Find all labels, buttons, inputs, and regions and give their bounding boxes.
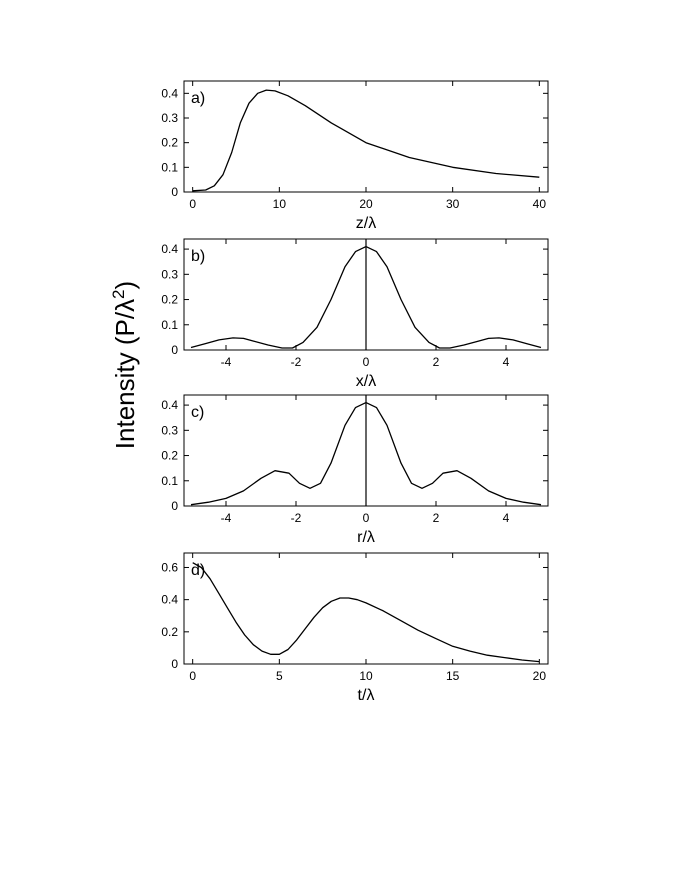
data-point	[409, 157, 410, 158]
data-point	[365, 142, 366, 143]
data-point	[344, 266, 345, 267]
data-point	[274, 470, 275, 471]
x-axis-title: t/λ	[357, 687, 375, 704]
data-point	[232, 337, 233, 338]
y-tick-label: 0	[171, 343, 178, 357]
data-point	[400, 620, 401, 621]
data-point	[470, 478, 471, 479]
data-point	[281, 347, 282, 348]
data-point	[417, 630, 418, 631]
data-point	[383, 610, 384, 611]
data-point	[376, 407, 377, 408]
x-tick-label: -2	[290, 355, 302, 369]
data-point	[266, 90, 267, 91]
data-point	[330, 299, 331, 300]
data-point	[365, 246, 366, 247]
x-tick-label: 0	[189, 669, 197, 683]
data-point	[218, 593, 219, 594]
data-point	[190, 347, 191, 348]
data-point	[204, 343, 205, 344]
x-tick-label: -4	[220, 355, 232, 369]
data-point	[218, 339, 219, 340]
data-point	[320, 483, 321, 484]
y-axis-label: Intensity $(P/\lambda^2)$	[109, 280, 140, 450]
data-point	[432, 483, 433, 484]
data-point	[257, 93, 258, 94]
data-point	[316, 327, 317, 328]
data-point	[305, 628, 306, 629]
data-point	[512, 339, 513, 340]
y-tick-label: 0.3	[161, 267, 178, 282]
data-point	[521, 659, 522, 660]
data-point	[274, 90, 275, 91]
y-tick-label: 0.3	[161, 423, 178, 438]
data-point	[435, 638, 436, 639]
data-point	[344, 425, 345, 426]
x-tick-label: 0	[362, 511, 370, 525]
x-tick-label: 20	[359, 197, 373, 211]
x-tick-label: 2	[432, 511, 440, 525]
y-tick-label: 0	[171, 657, 178, 671]
data-point	[477, 341, 478, 342]
data-point	[365, 602, 366, 603]
data-point	[248, 103, 249, 104]
data-point	[504, 657, 505, 658]
data-point	[205, 189, 206, 190]
data-point	[456, 470, 457, 471]
data-point	[357, 599, 358, 600]
data-point	[240, 122, 241, 123]
data-point	[253, 644, 254, 645]
data-point	[243, 338, 244, 339]
data-point	[296, 639, 297, 640]
data-point	[442, 473, 443, 474]
data-point	[439, 347, 440, 348]
x-tick-label: 5	[275, 669, 283, 683]
data-point	[192, 190, 193, 191]
y-tick-label: 0.2	[161, 292, 178, 307]
y-tick-label: 0.2	[161, 135, 178, 150]
x-tick-label: 10	[359, 669, 373, 683]
data-point	[495, 173, 496, 174]
x-axis-title: r/λ	[357, 529, 375, 546]
data-point	[270, 654, 271, 655]
data-point	[292, 347, 293, 348]
y-tick-label: 0.4	[161, 592, 178, 607]
data-point	[305, 105, 306, 106]
data-point	[498, 337, 499, 338]
data-point	[488, 338, 489, 339]
data-point	[449, 347, 450, 348]
panel-label: b)	[191, 248, 206, 265]
data-point	[386, 266, 387, 267]
y-tick-label: 0.4	[161, 242, 178, 257]
data-point	[463, 344, 464, 345]
data-point	[225, 498, 226, 499]
data-point	[386, 425, 387, 426]
data-point	[231, 152, 232, 153]
data-point	[313, 617, 314, 618]
plot-frame	[184, 553, 548, 664]
x-tick-label: 2	[432, 355, 440, 369]
x-axis-title: z/λ	[355, 215, 377, 232]
chart-panel-d	[161, 553, 548, 704]
data-point	[505, 498, 506, 499]
data-point	[428, 342, 429, 343]
x-tick-label: 15	[445, 669, 460, 683]
data-point	[487, 655, 488, 656]
x-tick-label: 0	[189, 197, 197, 211]
data-point	[243, 490, 244, 491]
data-point	[222, 174, 223, 175]
x-tick-label: 30	[445, 197, 460, 211]
data-point	[331, 122, 332, 123]
data-point	[287, 649, 288, 650]
data-point	[539, 177, 540, 178]
y-tick-label: 0.3	[161, 111, 178, 125]
data-point	[452, 646, 453, 647]
data-point	[348, 597, 349, 598]
chart-panel-c	[161, 395, 548, 546]
data-point	[309, 488, 310, 489]
x-tick-label: 4	[502, 355, 510, 369]
data-point	[214, 185, 215, 186]
data-point	[414, 327, 415, 328]
data-point	[376, 251, 377, 252]
data-point	[355, 407, 356, 408]
data-point	[526, 343, 527, 344]
x-axis-title: x/λ	[355, 373, 377, 390]
data-point	[540, 504, 541, 505]
data-point	[253, 341, 254, 342]
data-point	[400, 299, 401, 300]
data-point	[539, 661, 540, 662]
data-point	[288, 473, 289, 474]
y-tick-label: 0.1	[161, 317, 178, 332]
data-point	[302, 342, 303, 343]
panel-label: d)	[191, 562, 206, 579]
data-point	[299, 483, 300, 484]
data-point	[322, 607, 323, 608]
x-tick-label: 10	[272, 197, 287, 211]
data-point	[208, 502, 209, 503]
chart-panel-a	[161, 81, 548, 232]
data-point	[235, 622, 236, 623]
data-point	[400, 463, 401, 464]
x-tick-label: 40	[532, 197, 547, 211]
y-tick-label: 0.2	[161, 624, 178, 639]
data-point	[244, 634, 245, 635]
data-point	[488, 490, 489, 491]
data-point	[355, 251, 356, 252]
data-point	[330, 463, 331, 464]
panel-label: a)	[191, 90, 206, 107]
intensity-curve-d	[193, 563, 540, 662]
data-point	[540, 347, 541, 348]
data-point	[227, 607, 228, 608]
data-point	[365, 402, 366, 403]
y-tick-label: 0.6	[161, 560, 178, 575]
data-point	[287, 95, 288, 96]
y-tick-label: 0.2	[161, 448, 178, 463]
chart-panel-b	[161, 239, 548, 390]
y-tick-label: 0	[171, 499, 178, 513]
data-point	[279, 654, 280, 655]
x-tick-label: 4	[502, 511, 510, 525]
y-tick-label: 0.1	[161, 160, 178, 175]
y-tick-label: 0.4	[161, 86, 178, 101]
x-tick-label: 20	[532, 669, 547, 683]
plot-frame	[184, 81, 548, 192]
data-point	[209, 578, 210, 579]
y-tick-label: 0	[171, 185, 178, 199]
data-point	[261, 651, 262, 652]
intensity-curve-a	[193, 90, 540, 191]
x-tick-label: -2	[290, 511, 302, 525]
data-point	[190, 504, 191, 505]
data-point	[469, 651, 470, 652]
y-tick-label: 0.1	[161, 473, 178, 488]
data-point	[411, 483, 412, 484]
data-point	[260, 478, 261, 479]
data-point	[267, 344, 268, 345]
x-tick-label: 0	[362, 355, 370, 369]
data-point	[331, 601, 332, 602]
data-point	[421, 488, 422, 489]
x-tick-label: -4	[220, 511, 232, 525]
data-point	[452, 167, 453, 168]
data-point	[339, 597, 340, 598]
data-point	[523, 502, 524, 503]
panel-label: c)	[191, 404, 205, 421]
y-tick-label: 0.4	[161, 398, 178, 413]
